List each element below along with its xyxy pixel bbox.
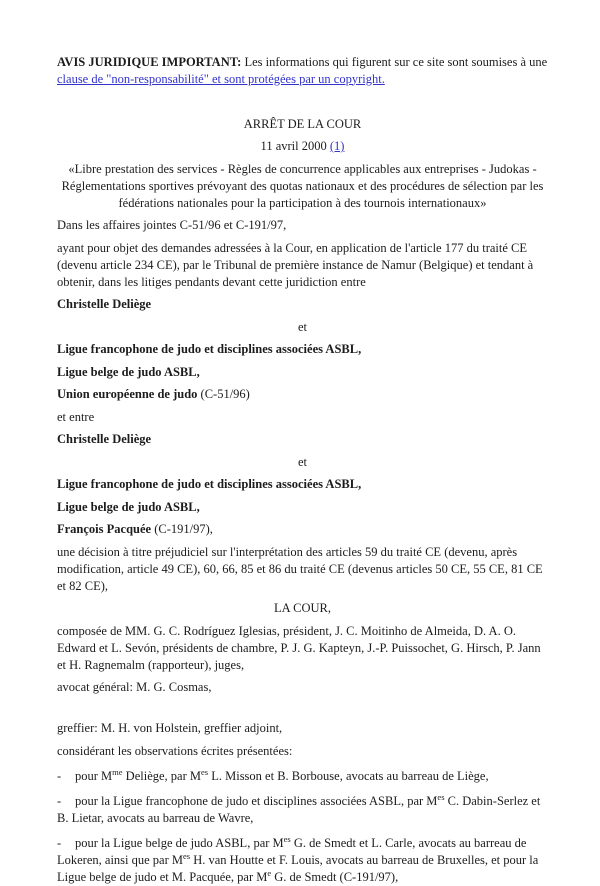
defendant-name: Ligue francophone de judo et disciplines associées ASBL,: [57, 342, 362, 356]
legal-notice-text: Les informations qui figurent sur ce site sont soumises à une: [241, 54, 548, 69]
defendant-name: Ligue belge de judo ASBL,: [57, 364, 200, 379]
case-number: (C-51/96): [197, 387, 250, 401]
observation-item: - pour la Ligue belge de judo ASBL, par $M^{es}$ G. de Smedt et L. Carle, avocats au barreau de Lokeren, ainsi que par $M^{es}$ H. van Houtte et F. Louis, avocats au barreau de Bruxelles, et pour la Ligue belge de judo et M. Pacquée, par Me G. de Smedt (C-191/97),: [57, 833, 539, 884]
defendant-name: [57, 521, 548, 538]
and-between-separator: et entre: [57, 409, 95, 424]
observation-item: - pour la Ligue francophone de judo et disciplines associées ASBL, par $M^{es}$ C. Dabin-Serlez et B. Lietar, avocats au barreau de Wavre,: [57, 791, 541, 825]
applicant-name: Christelle Deliège: [57, 432, 152, 446]
registrar-line: greffier: M. H. von Holstein, greffier adjoint,: [57, 721, 283, 735]
legal-notice-label: AVIS JURIDIQUE IMPORTANT:: [57, 54, 242, 69]
joined-cases-line: Dans les affaires jointes C-51/96 et C-191/97,: [57, 218, 287, 232]
defendant-name: Ligue francophone de judo et disciplines associées ASBL,: [57, 477, 362, 491]
judgment-date: 11 avril 2000: [260, 139, 330, 153]
and-separator: et: [297, 454, 308, 469]
composition-paragraph: composée de MM. G. C. Rodríguez Iglesias, président, J. C. Moitinho de Almeida, D. A. O. Edward et L. Sevón, présidents de chambre, P. J. G. Kapteyn, J.-P. Puissochet, G. Hirsch, P. Jann et H. Ragnemalm (rapporteur), juges,: [57, 623, 541, 672]
judgment-date-line: [57, 138, 548, 155]
bullet-dash: -: [57, 768, 62, 783]
defendant-name: [57, 386, 548, 403]
and-separator: et: [297, 319, 308, 334]
court-heading: LA COUR,: [274, 601, 331, 615]
observation-item: - pour $M^{me}$ Deliège, par $M^{es}$ L. Misson et B. Borbouse, avocats au barreau de Liège,: [57, 766, 489, 783]
defendant-name: Ligue belge de judo ASBL,: [57, 499, 200, 514]
defendant-name-bold: François Pacquée: [57, 522, 152, 536]
footnote-link[interactable]: (1): [329, 139, 345, 153]
bullet-dash: -: [57, 793, 62, 808]
case-number: (C-191/97),: [151, 522, 213, 536]
bullet-dash: -: [57, 835, 62, 850]
document-title: ARRÊT DE LA COUR: [243, 116, 362, 131]
advocate-general-line: avocat général: M. G. Cosmas,: [57, 680, 212, 694]
defendant-name-bold: Union européenne de judo: [57, 387, 198, 401]
considering-line: considérant les observations écrites présentées:: [57, 743, 293, 758]
legal-notice: [57, 54, 548, 88]
case-keywords: «Libre prestation des services - Règles de concurrence applicables aux entreprises - Judokas - Réglementations sportives prévoyant des quotas nationaux et des procédures de sélection par les fédérations nationales pour la participation à des tournois internationaux»: [61, 161, 544, 210]
decision-paragraph: une décision à titre préjudiciel sur l'interprétation des articles 59 du traité CE (devenu, après modification, article 49 CE), 60, 66, 85 et 86 du traité CE (devenus articles 50 CE, 55 CE, 81 CE et 82 CE),: [57, 544, 543, 593]
disclaimer-copyright-link[interactable]: clause de "non-responsabilité" et sont protégées par un copyright.: [57, 71, 385, 86]
applicant-name: Christelle Deliège: [57, 297, 152, 311]
object-paragraph: ayant pour objet des demandes adressées à la Cour, en application de l'article 177 du traité CE (devenu article 234 CE), par le Tribunal de première instance de Namur (Belgique) et tendant à obtenir, dans les litiges pendants devant cette juridiction entre: [57, 240, 534, 289]
